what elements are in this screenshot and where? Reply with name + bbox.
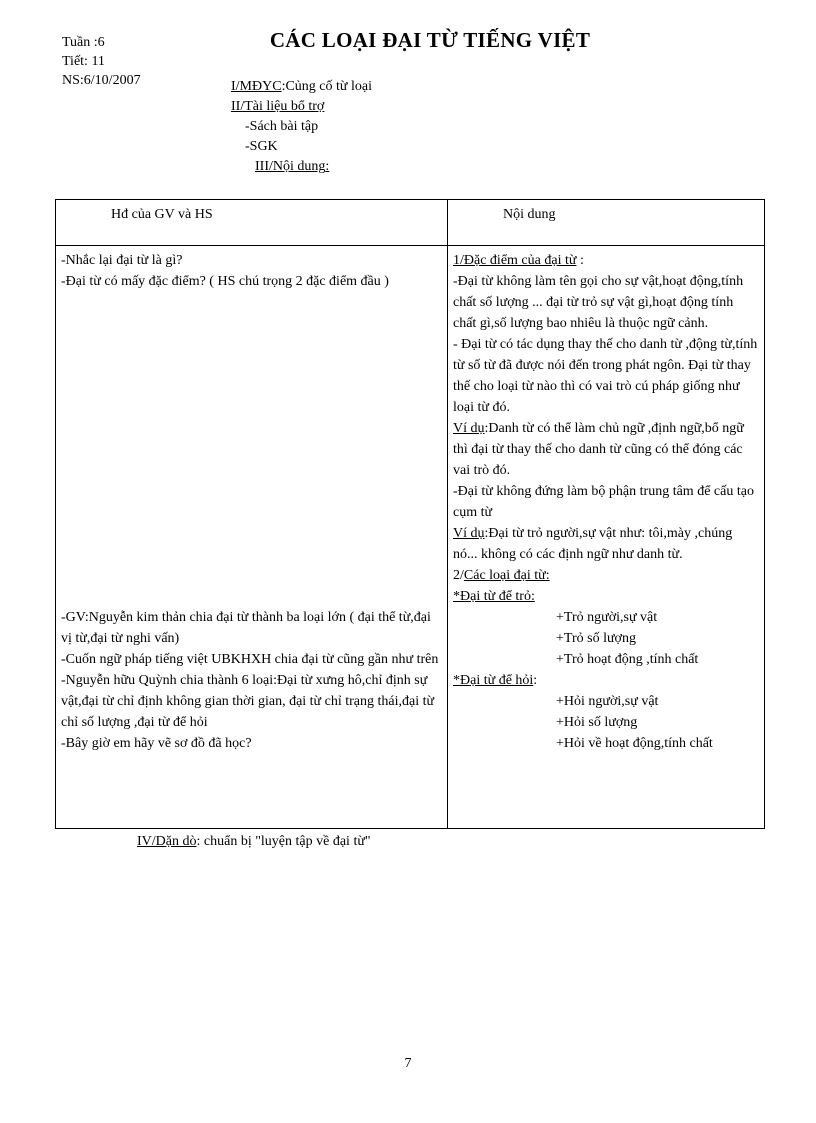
lesson-outline [231, 77, 372, 177]
homework-text: : chuẩn bị "luyện tập về đại từ" [196, 834, 371, 849]
page-number: 7 [404, 1056, 412, 1071]
activity-item: -GV:Nguyễn kim thản chia đại từ thành ba loại lớn ( đại thể từ,đại vị từ,đại từ nghi vấn) [61, 610, 431, 646]
homework-label: IV/Dặn dò [137, 834, 197, 849]
homework-note [137, 834, 371, 850]
example-label: Ví dụ [453, 526, 485, 541]
section-2 [231, 97, 372, 117]
heading-2-prefix: 2/ [453, 568, 464, 583]
section-3 [231, 157, 372, 177]
heading-2-label: Các loại đại từ [463, 568, 546, 583]
group-1-colon: : [530, 589, 535, 604]
lesson-table [55, 199, 765, 829]
heading-2-colon: : [545, 568, 550, 583]
activity-item: -Nhắc lại đại từ là gì? [61, 253, 183, 268]
section-2-label: II/Tài liệu bổ trợ [231, 99, 325, 114]
list-item: +Trỏ số lượng [556, 631, 636, 646]
list-item: +Hỏi người,sự vật [556, 694, 659, 709]
list-item: +Hỏi số lượng [556, 715, 638, 730]
content-cell [448, 246, 765, 829]
activity-item: -Đại từ có mấy đặc điểm? ( HS chú trọng 2 đặc điểm đầu ) [61, 274, 389, 289]
example-text: :Đại từ trỏ người,sự vật như: tôi,mày ,chúng nó... không có các định ngữ như danh từ. [453, 526, 733, 562]
section-1 [231, 77, 372, 97]
group-2-colon: : [533, 673, 538, 688]
activity-item: -Cuốn ngữ pháp tiếng việt UBKHXH chia đại từ cũng gần như trên [61, 652, 439, 667]
lesson-meta [62, 33, 141, 90]
header-content: Nội dung [448, 200, 765, 246]
group-2-label: *Đại từ để hỏi [453, 673, 534, 688]
section-1-label: I/MĐYC [231, 79, 282, 94]
week-label: Tuần :6 [62, 35, 105, 50]
example-2 [453, 523, 759, 565]
group-2-heading [453, 670, 759, 691]
page-title: CÁC LOẠI ĐẠI TỪ TIẾNG VIỆT [269, 28, 591, 52]
activity-item: -Nguyễn hữu Quỳnh chia thành 6 loại:Đại từ xưng hô,chỉ định sự vật,đại từ chỉ định không gian thời gian, đại từ chỉ trạng thái,đại từ chỉ số lượng ,đại từ để hỏi [61, 673, 435, 730]
list-item: +Hỏi về hoạt động,tính chất [556, 736, 713, 751]
content-paragraph: -Đại từ không đứng làm bộ phận trung tâm để cấu tạo cụm từ [453, 484, 754, 520]
date-label: NS:6/10/2007 [62, 73, 141, 88]
example-1 [453, 418, 759, 481]
list-item: +Trỏ hoạt động ,tính chất [556, 652, 699, 667]
heading-1-colon: : [576, 253, 584, 268]
content-heading-1 [453, 250, 759, 271]
header-activity: Hđ của GV và HS [56, 200, 448, 246]
example-text: :Danh từ có thể làm chủ ngữ ,định ngữ,bổ ngữ thì đại từ thay thế cho danh từ cũng có thể đóng các vai trò đó. [453, 421, 744, 478]
content-heading-2 [453, 565, 759, 586]
activity-cell [56, 246, 448, 829]
table-body-row [56, 246, 765, 829]
list-item: +Trỏ người,sự vật [556, 610, 658, 625]
heading-1-label: 1/Đặc điểm của đại từ [453, 253, 577, 268]
section-1-text: :Củng cố từ loại [281, 79, 372, 94]
example-label: Ví dụ [453, 421, 485, 436]
activity-item: -Bây giờ em hãy vẽ sơ đồ đã học? [61, 736, 252, 751]
table-header-row [56, 200, 765, 246]
material-item: -Sách bài tập [245, 119, 319, 134]
group-1-label: *Đại từ để trỏ [453, 589, 531, 604]
spacer [61, 292, 442, 607]
material-item: -SGK [245, 139, 278, 154]
content-paragraph: -Đại từ không làm tên gọi cho sự vật,hoạt động,tính chất số lượng ... đại từ trỏ sự vật gì,hoạt động tính chất gì,số lượng bao nhiêu là thuộc ngữ cảnh. [453, 274, 744, 331]
section-3-label: III/Nội dung [255, 159, 326, 174]
group-1-heading [453, 586, 759, 607]
period-label: Tiết: 11 [62, 54, 105, 69]
section-3-colon: : [325, 159, 330, 174]
content-paragraph: - Đại từ có tác dụng thay thế cho danh từ ,động từ,tính từ số từ đã được nói đến trong phát ngôn. Đại từ thay thế cho loại từ nào thì có vai trò cú pháp giống như loại từ đó. [453, 337, 758, 415]
